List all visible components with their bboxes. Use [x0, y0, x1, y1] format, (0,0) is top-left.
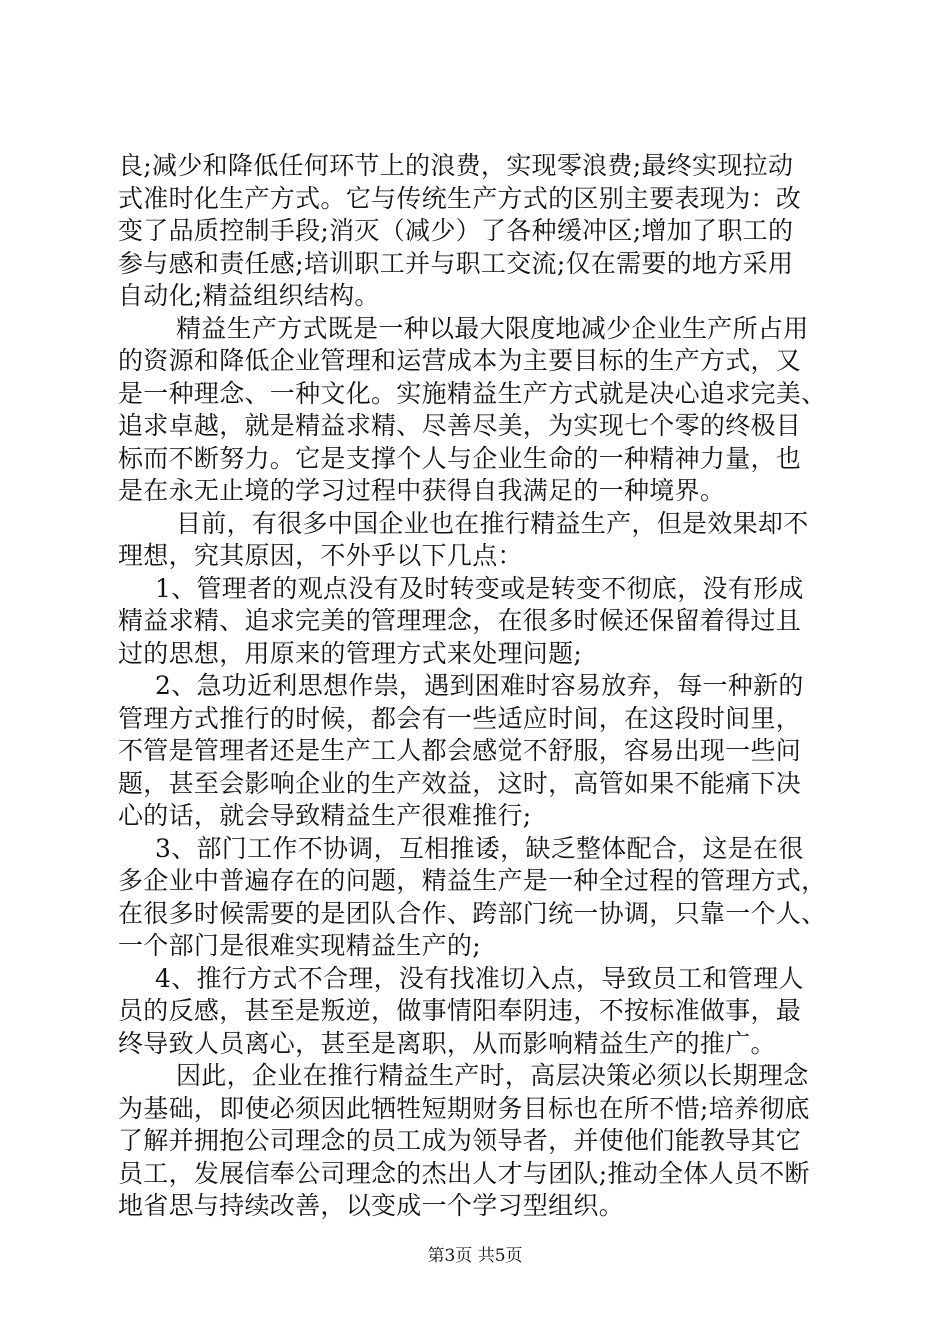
body-text [118, 150, 832, 1223]
text-line: 员工，发展信奉公司理念的杰出人才与团队;推动全体人员不断 [118, 1158, 810, 1188]
text-line: 多企业中普遍存在的问题，精益生产是一种全过程的管理方式， [118, 866, 827, 895]
text-line: 是一种理念、一种文化。实施精益生产方式就是决心追求完美、 [118, 378, 827, 408]
text-line: 参与感和责任感;培训职工并与职工交流;仅在需要的地方采用 [118, 248, 794, 278]
text-line: 不管是管理者还是生产工人都会感觉不舒服，容易出现一些问 [118, 736, 802, 765]
text-line: 的资源和降低企业管理和运营成本为主要目标的生产方式，又 [118, 346, 802, 375]
text-line: 心的话，就会导致精益生产很难推行; [118, 801, 532, 830]
paragraph-first-line: 因此，企业在推行精益生产时，高层决策必须以长期理念 [176, 1061, 809, 1090]
text-line: 标而不断努力。它是支撑个人与企业生命的一种精神力量，也 [118, 443, 802, 473]
text-line: 理想，究其原因，不外乎以下几点： [118, 541, 523, 570]
text-line: 题，甚至会影响企业的生产效益，这时，高管如果不能痛下决 [118, 768, 802, 798]
text-line: 是在永无止境的学习过程中获得自我满足的一种境界。 [118, 476, 726, 505]
text-line: 变了品质控制手段;消灭（减少）了各种缓冲区;增加了职工的 [118, 216, 794, 245]
paragraph-first-line: 精益生产方式既是一种以最大限度地减少企业生产所占用 [176, 313, 809, 343]
text-line: 一个部门是很难实现精益生产的; [118, 931, 481, 960]
text-line: 良;减少和降低任何环节上的浪费，实现零浪费;最终实现拉动 [118, 151, 794, 180]
text-line: 为基础，即使必须因此牺牲短期财务目标也在所不惜;培养彻底 [118, 1093, 810, 1123]
text-line: 精益求精、追求完美的管理理念，在很多时候还保留着得过且 [118, 606, 802, 635]
text-line: 在很多时候需要的是团队合作、跨部门统一协调，只靠一个人、 [118, 898, 827, 928]
paragraph-first-line: 目前，有很多中国企业也在推行精益生产，但是效果却不 [176, 508, 809, 538]
text-line: 式准时化生产方式。它与传统生产方式的区别主要表现为：改 [118, 183, 802, 213]
list-item-3-first-line: 3、部门工作不协调，互相推诿，缺乏整体配合，这是在很 [155, 833, 804, 863]
text-line: 管理方式推行的时候，都会有一些适应时间，在这段时间里， [118, 703, 802, 733]
text-line: 终导致人员离心，甚至是离职，从而影响精益生产的推广。 [118, 1028, 776, 1058]
text-line: 过的思想，用原来的管理方式来处理问题; [118, 638, 583, 668]
text-line: 自动化;精益组织结构。 [118, 281, 380, 310]
text-line: 追求卓越，就是精益求精、尽善尽美，为实现七个零的终极目 [118, 411, 802, 440]
list-item-2-first-line: 2、急功近利思想作祟，遇到困难时容易放弃，每一种新的 [155, 671, 804, 700]
text-line: 员的反感，甚至是叛逆，做事情阳奉阴违，不按标准做事，最 [118, 996, 802, 1025]
list-item-4-first-line: 4、推行方式不合理，没有找准切入点，导致员工和管理人 [155, 963, 804, 993]
page-number-footer: 第3页 共5页 [427, 1246, 523, 1266]
text-line: 了解并拥抱公司理念的员工成为领导者，并使他们能教导其它 [118, 1126, 802, 1155]
text-line: 地省思与持续改善，以变成一个学习型组织。 [118, 1191, 625, 1220]
list-item-1-first-line: 1、管理者的观点没有及时转变或是转变不彻底，没有形成 [155, 573, 804, 603]
